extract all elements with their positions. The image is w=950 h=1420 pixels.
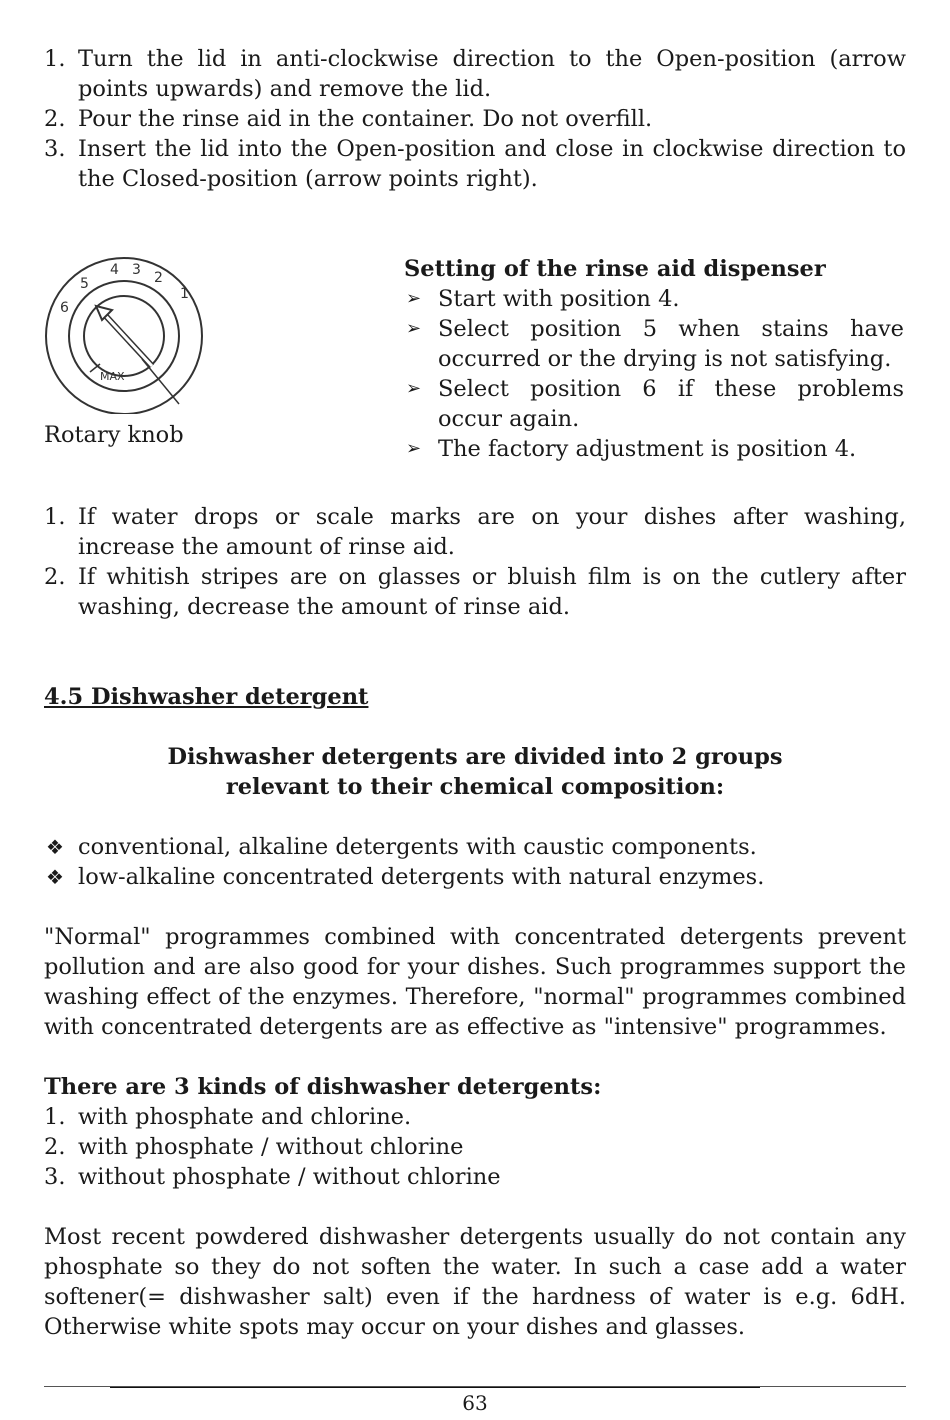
knob-position-4: 4 xyxy=(110,262,119,278)
knob-position-6: 6 xyxy=(60,300,69,316)
knob-caption: Rotary knob xyxy=(44,422,184,448)
softener-paragraph: Most recent powdered dishwasher detergents usually do not contain any phosphate so they do not soften the water. In such a case add a water softener(= dishwasher salt) even if the hardness of water is e.g. 6dH. Otherwise white spots may occur on your dishes and glasses. xyxy=(44,1224,906,1340)
list-item: ❖ low-alkaline concentrated detergents with natural enzymes. xyxy=(46,864,765,890)
page-number: 63 xyxy=(462,1391,488,1415)
footer-divider-accent xyxy=(110,1387,760,1388)
groups-heading: Dishwasher detergents are divided into 2 groups relevant to their chemical composition: xyxy=(167,744,783,800)
kinds-heading: There are 3 kinds of dishwasher detergents: xyxy=(44,1074,602,1100)
rinse-setting-block xyxy=(404,254,904,464)
rinse-setting-list xyxy=(404,284,904,464)
knob-position-1: 1 xyxy=(180,286,189,302)
list-item: 2. Pour the rinse aid in the container. Do not overfill. xyxy=(44,106,653,132)
list-item: 3. without phosphate / without chlorine xyxy=(44,1164,501,1190)
groups-list xyxy=(44,832,906,892)
list-item: ➢ The factory adjustment is position 4. xyxy=(406,436,857,462)
knob-position-5: 5 xyxy=(80,276,89,292)
manual-page xyxy=(44,44,906,1342)
rinse-adjust-list xyxy=(44,502,906,622)
list-item: ➢ Select position 6 if these problems occur again. xyxy=(406,376,904,432)
list-item: ➢ Select position 5 when stains have occurred or the drying is not satisfying. xyxy=(406,316,904,372)
rotary-knob-icon xyxy=(44,254,204,414)
list-item: 1. Turn the lid in anti-clockwise direction to the Open-position (arrow points upwards) and remove the lid. xyxy=(44,46,906,102)
diamond-bullet-icon: ❖ xyxy=(46,865,64,889)
programmes-paragraph: "Normal" programmes combined with concentrated detergents prevent pollution and are also good for your dishes. Such programmes support the washing effect of the enzymes. Therefore, "normal" programmes combined with concentrated detergents are as effective as "intensive" programmes. xyxy=(44,924,906,1040)
arrow-bullet-icon: ➢ xyxy=(406,438,422,459)
list-item: 1. If water drops or scale marks are on your dishes after washing, increase the amount of rinse aid. xyxy=(44,504,906,560)
list-item: ❖ conventional, alkaline detergents with caustic components. xyxy=(46,834,757,860)
list-item: 2. If whitish stripes are on glasses or bluish film is on the cutlery after washing, decrease the amount of rinse aid. xyxy=(44,564,906,620)
knob-position-2: 2 xyxy=(154,270,163,286)
rinse-aid-section xyxy=(44,254,906,502)
knob-position-3: 3 xyxy=(132,262,141,278)
arrow-bullet-icon: ➢ xyxy=(406,288,422,309)
section-title: 4.5 Dishwasher detergent xyxy=(44,684,369,710)
list-item: ➢ Start with position 4. xyxy=(406,286,680,312)
diamond-bullet-icon: ❖ xyxy=(46,835,64,859)
arrow-bullet-icon: ➢ xyxy=(406,378,422,399)
list-item: 3. Insert the lid into the Open-position and close in clockwise direction to the Closed-position (arrow points right). xyxy=(44,136,906,192)
list-item: 1. with phosphate and chlorine. xyxy=(44,1104,412,1130)
lid-steps-list xyxy=(44,44,906,194)
kinds-list xyxy=(44,1102,906,1192)
list-item: 2. with phosphate / without chlorine xyxy=(44,1134,464,1160)
knob-max-label: MAX xyxy=(100,370,125,383)
arrow-bullet-icon: ➢ xyxy=(406,318,422,339)
rinse-setting-title: Setting of the rinse aid dispenser xyxy=(404,256,826,282)
